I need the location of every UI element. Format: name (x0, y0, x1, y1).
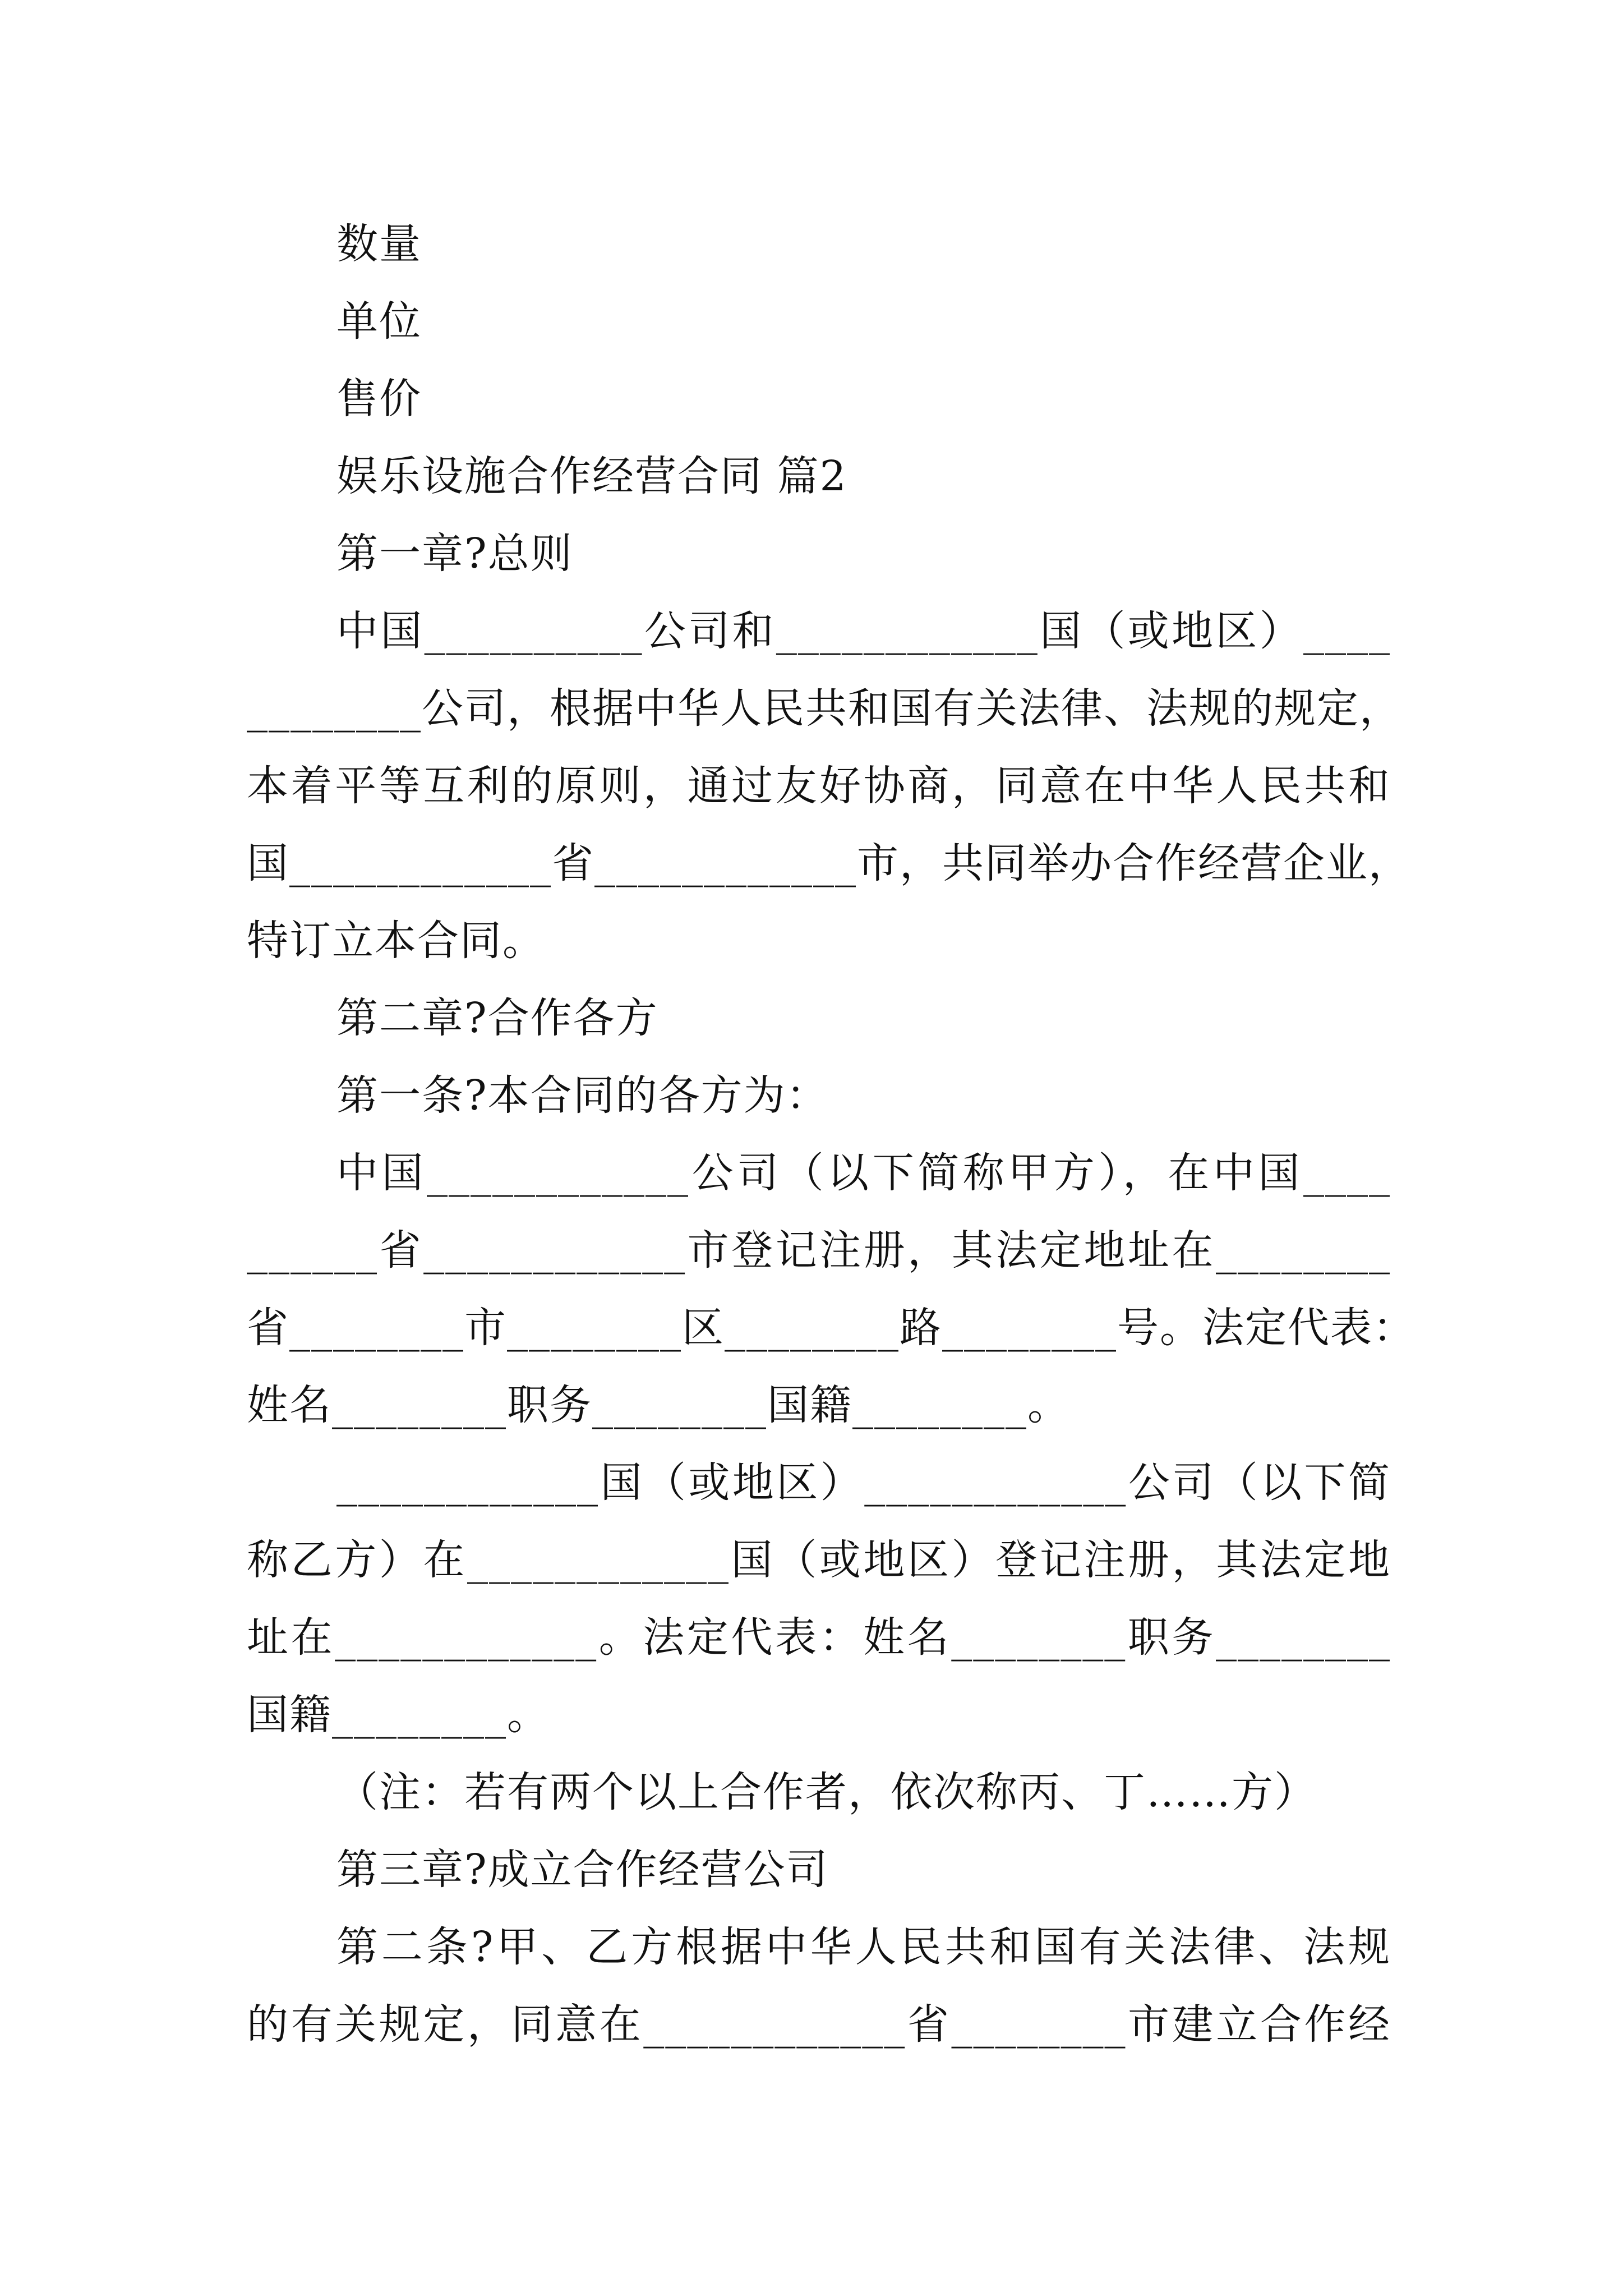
chapter-heading: 第一章?总则 (336, 530, 573, 578)
text-line: 称乙方）在____________国（或地区）登记注册，其法定地 (247, 1536, 1391, 1584)
text-line: 中国____________公司（以下简称甲方），在中国____ (336, 1149, 1391, 1197)
note-line: （注：若有两个以上合作者，依次称丙、丁……方） (336, 1768, 1317, 1816)
chapter-heading: 第三章?成立合作经营公司 (336, 1846, 829, 1894)
text-line: 址在____________。法定代表：姓名________职务________ (247, 1613, 1391, 1662)
text-line: 本着平等互利的原则，通过友好协商，同意在中华人民共和 (247, 762, 1391, 810)
text-line: 特订立本合同。 (247, 917, 545, 965)
text-line: 单位 (336, 297, 422, 346)
article-heading: 第一条?本合同的各方为： (336, 1071, 829, 1120)
text-line: 数量 (336, 220, 422, 268)
text-line: 第二条?甲、乙方根据中华人民共和国有关法律、法规 (336, 1923, 1391, 1971)
text-line: 国____________省____________市，共同举办合作经营企业， (247, 839, 1411, 887)
text-line: ______省____________市登记注册，其法定地址在________ (247, 1226, 1391, 1274)
text-line: 的有关规定，同意在____________省________市建立合作经 (247, 2000, 1391, 2049)
text-line: 省________市________区________路________号。法定代表： (247, 1304, 1415, 1352)
text-line: 中国__________公司和____________国（或地区）____ (336, 607, 1391, 655)
text-line: 姓名________职务________国籍________。 (247, 1381, 1070, 1429)
text-line: 售价 (336, 375, 422, 423)
text-line: 国籍________。 (247, 1691, 550, 1739)
text-line: ________公司，根据中华人民共和国有关法律、法规的规定， (247, 684, 1402, 733)
text-line: ____________国（或地区）____________公司（以下简 (336, 1458, 1391, 1507)
chapter-heading: 第二章?合作各方 (336, 994, 658, 1042)
section-heading: 娱乐设施合作经营合同 篇2 (336, 452, 847, 500)
